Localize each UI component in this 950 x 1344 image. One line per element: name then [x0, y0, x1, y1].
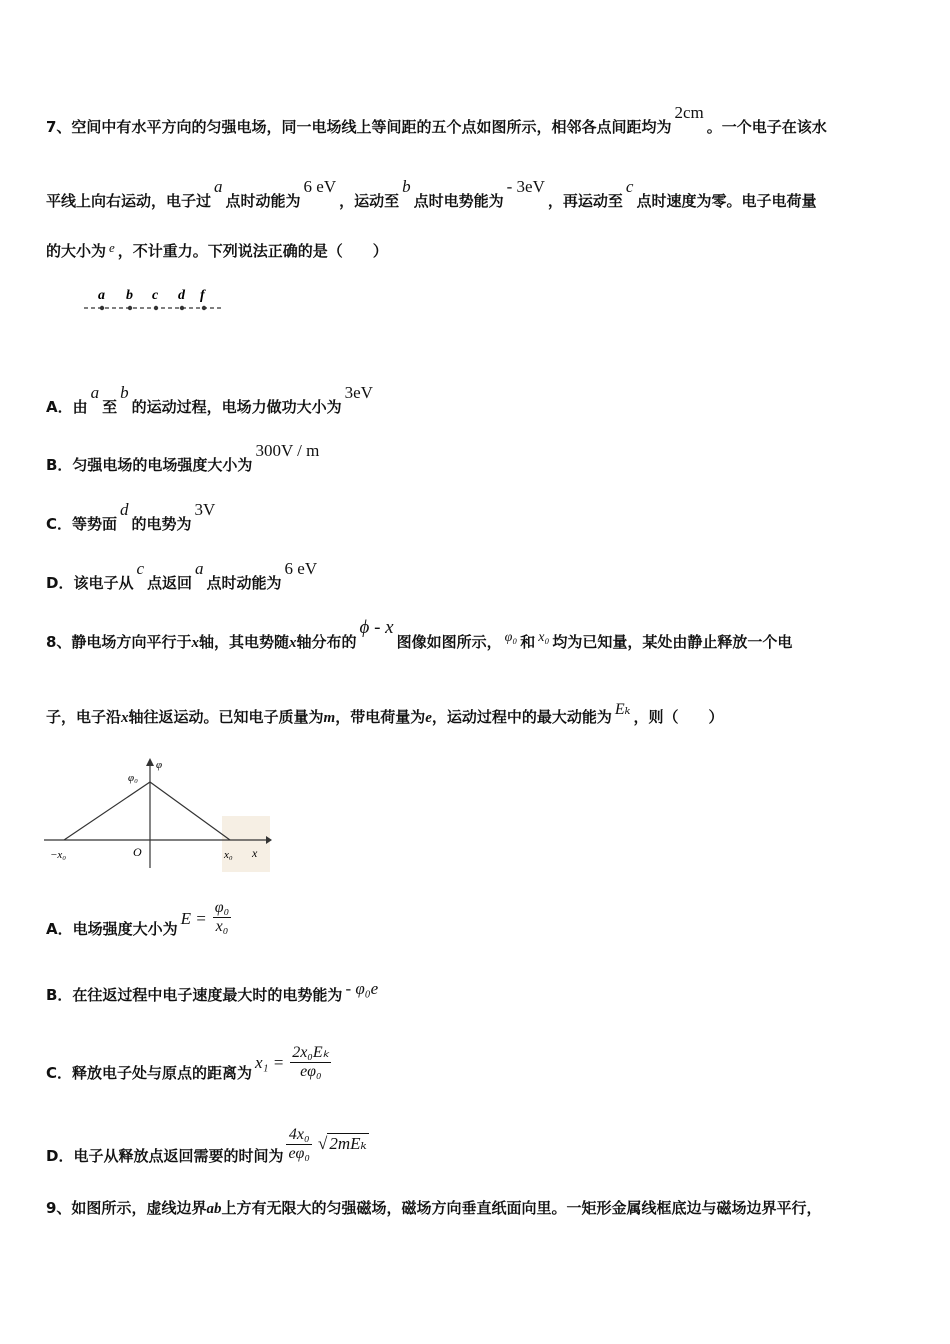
- math-x1-eq: x₁ =: [255, 1053, 285, 1072]
- math-c: c: [136, 559, 144, 578]
- option-text: A．由: [46, 398, 88, 416]
- math-m: m: [323, 710, 336, 726]
- q7-line-2: [46, 177, 817, 211]
- math-neg-phi0-e: - φ₀e: [345, 979, 379, 998]
- fraction-denominator: eφ₀: [288, 1145, 310, 1162]
- fraction-numerator: φ₀: [214, 899, 230, 916]
- q8-line-2: [46, 701, 724, 727]
- q8-option-d: [46, 1126, 372, 1175]
- neg-x0-label: −x₀: [50, 849, 67, 861]
- math-phi-x: ϕ - x: [359, 617, 394, 638]
- phi-curve: [64, 782, 230, 840]
- q8-text: 和: [520, 633, 536, 651]
- sqrt-expression: [318, 1134, 369, 1153]
- q7-text: 点时电势能为: [413, 192, 504, 210]
- math-x: x: [191, 635, 199, 651]
- option-text: 至: [102, 398, 118, 416]
- math-a: a: [195, 559, 204, 578]
- q8-option-b: [46, 979, 381, 1005]
- origin-label: O: [133, 845, 142, 859]
- q7-line-3: [46, 240, 388, 261]
- q8-option-a: [46, 899, 234, 948]
- q7-text: ，不计重力。下列说法正确的是（ ）: [117, 242, 388, 260]
- x-axis-label: x: [252, 846, 258, 860]
- point-c-label: c: [152, 288, 159, 303]
- q7-text: 的大小为: [46, 242, 107, 260]
- option-text: B．匀强电场的电场强度大小为: [46, 456, 253, 474]
- math-3ev: 3eV: [344, 383, 373, 402]
- x0-label: x₀: [224, 849, 233, 861]
- math-phi0: φ₀: [504, 630, 518, 645]
- math-b: b: [120, 383, 129, 402]
- q8-text: 均为已知量，某处由静止释放一个电: [552, 633, 793, 651]
- math-neg3ev: - 3eV: [506, 177, 545, 196]
- point-c-dot: [154, 306, 158, 310]
- option-text: A．电场强度大小为: [46, 920, 178, 938]
- point-b-label: b: [126, 288, 133, 303]
- q9-line-1: [46, 1197, 821, 1218]
- fraction-2x0ek: [290, 1042, 331, 1081]
- math-ab: ab: [206, 1201, 222, 1217]
- q8-text: 轴往返运动。已知电子质量为: [128, 708, 324, 726]
- q9-text: 上方有无限大的匀强磁场，磁场方向垂直纸面向里。一矩形金属线框底边与磁场边界平行，: [221, 1199, 822, 1217]
- math-e: e: [109, 240, 115, 255]
- q7-text: 。一个电子在该水: [706, 118, 827, 136]
- q8-text: ，运动过程中的最大动能为: [431, 708, 612, 726]
- point-a-dot: [100, 306, 104, 310]
- option-text: 的电势为: [131, 515, 192, 533]
- math-x: x: [288, 635, 297, 651]
- q8-option-c: [46, 1044, 334, 1093]
- option-text: D．电子从释放点返回需要的时间为: [46, 1147, 284, 1165]
- math-x: x: [121, 710, 129, 726]
- math-ek: Eₖ: [614, 701, 631, 718]
- q8-text: 8、静电场方向平行于: [46, 633, 192, 651]
- q7-line-1: [46, 103, 827, 137]
- q7-option-a: [46, 383, 376, 417]
- q8-text: 轴，其电势随: [198, 633, 289, 651]
- point-b-dot: [128, 306, 132, 310]
- q7-text: 7、空间中有水平方向的匀强电场，同一电场线上等间距的五个点如图所示，相邻各点间距均为: [46, 118, 672, 136]
- option-text: 的运动过程，电场力做功大小为: [131, 398, 342, 416]
- q7-text: 平线上向右运动，电子过: [46, 192, 212, 210]
- q7-option-b: [46, 441, 322, 475]
- q7-text: ，运动至: [339, 192, 400, 210]
- fraction-numerator: 4x₀: [286, 1126, 312, 1145]
- fraction-numerator: 2x₀Eₖ: [292, 1044, 330, 1061]
- phi-axis-label: φ: [156, 759, 163, 771]
- q7-text: 点时动能为: [225, 192, 301, 210]
- q8-text: ，则（ ）: [633, 708, 724, 726]
- math-6ev: 6 eV: [303, 177, 337, 196]
- q8-text: 轴分布的: [296, 633, 357, 651]
- q7-option-d: [46, 559, 320, 593]
- fraction-denominator: x₀: [215, 918, 229, 935]
- math-a: a: [90, 383, 100, 402]
- fraction-4x0: [286, 1126, 312, 1163]
- math-300vm: 300V / m: [255, 441, 320, 460]
- option-text: B．在往返过程中电子速度最大时的电势能为: [46, 986, 343, 1004]
- math-2cm: 2cm: [674, 103, 704, 122]
- q7-text: ，再运动至: [547, 192, 623, 210]
- point-a-label: a: [98, 288, 105, 303]
- math-b: b: [402, 177, 411, 196]
- q7-text: 点时速度为零。电子电荷量: [636, 192, 817, 210]
- option-text: C．等势面: [46, 515, 118, 533]
- phi0-label: φ₀: [128, 772, 138, 784]
- q9-text: 9、如图所示，虚线边界: [46, 1199, 207, 1217]
- sqrt-icon: √: [317, 1134, 328, 1153]
- math-e: e: [425, 710, 432, 726]
- point-f-label: f: [200, 288, 205, 303]
- option-text: 点返回: [147, 574, 193, 592]
- fraction-phi0-x0: [213, 899, 231, 936]
- math-3v: 3V: [194, 500, 216, 519]
- option-text: 点时动能为: [206, 574, 282, 592]
- q7-points-figure: [80, 282, 230, 316]
- y-axis-arrow: [146, 758, 154, 766]
- math-c: c: [625, 177, 634, 196]
- scan-shade: [222, 816, 270, 872]
- math-a: a: [214, 177, 223, 196]
- fraction-denominator: eφ₀: [300, 1063, 322, 1080]
- math-6ev: 6 eV: [284, 559, 318, 578]
- q8-text: 子，电子沿: [46, 708, 122, 726]
- q8-line-1: [46, 617, 793, 653]
- point-f-dot: [202, 306, 206, 310]
- q8-text: 图像如图所示，: [396, 633, 502, 651]
- q7-option-c: [46, 500, 218, 534]
- math-x0: x₀: [538, 630, 550, 645]
- sqrt-radicand: 2mEₖ: [329, 1134, 367, 1153]
- q8-text: ，带电荷量为: [335, 708, 426, 726]
- point-d-label: d: [178, 288, 185, 303]
- math-e-eq: E =: [180, 909, 207, 928]
- q8-phi-x-graph: [42, 756, 272, 874]
- math-d: d: [120, 500, 129, 519]
- point-d-dot: [180, 306, 184, 310]
- option-text: D．该电子从: [46, 574, 134, 592]
- option-text: C．释放电子处与原点的距离为: [46, 1064, 253, 1082]
